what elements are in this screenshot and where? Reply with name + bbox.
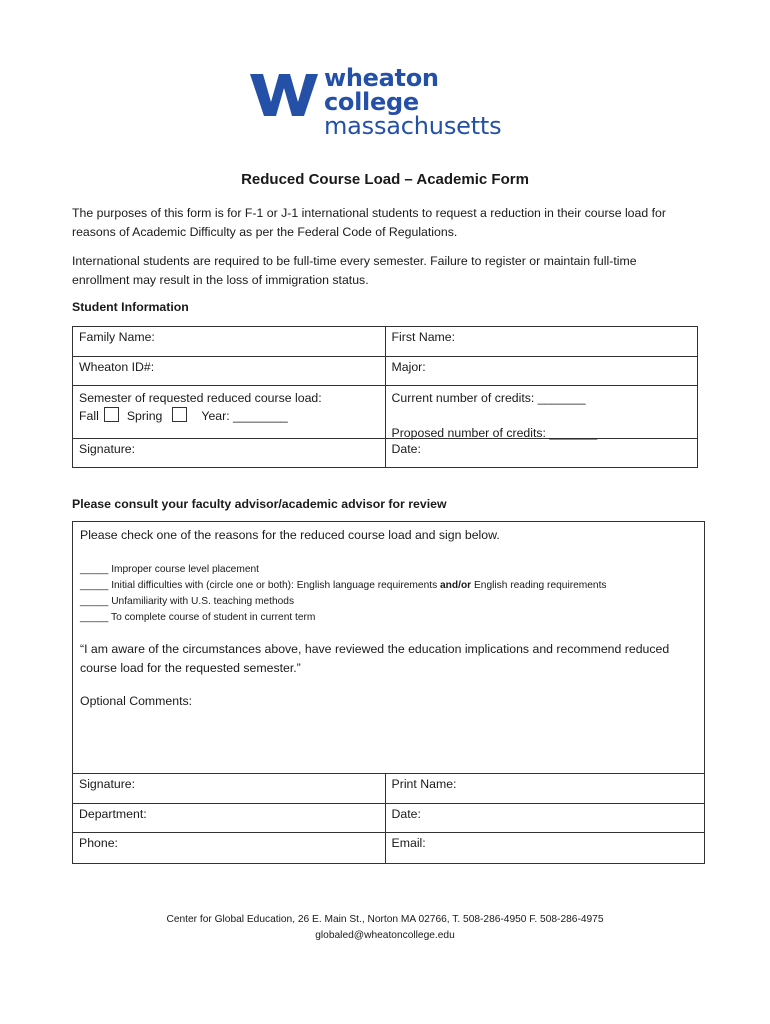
family-name-field[interactable] [73, 327, 386, 357]
year-field[interactable]: Year: ________ [201, 409, 288, 423]
advisor-review-box [72, 521, 705, 774]
family-name-label: Family Name: [79, 330, 155, 344]
student-date-label: Date: [391, 442, 421, 456]
intro-paragraph: The purposes of this form is for F-1 or J-1 international students to request a reduction in their course load for reasons of Academic Difficulty as per the Federal Code of Regulations. [72, 206, 666, 239]
print-name-field[interactable] [385, 774, 704, 804]
logo-wordmark [324, 66, 501, 138]
logo-line-2: college [324, 88, 419, 116]
department-field[interactable] [73, 804, 386, 833]
logo-line-3: massachusetts [324, 112, 502, 140]
footer-address: Center for Global Education, 26 E. Main St., Norton MA 02766, T. 508-286-4950 F. 508-286-4975 [166, 914, 604, 925]
email-field[interactable] [385, 833, 704, 864]
first-name-label: First Name: [391, 330, 456, 344]
major-label: Major: [391, 360, 426, 374]
major-field[interactable] [385, 357, 698, 386]
fall-checkbox[interactable] [104, 407, 119, 422]
advisor-lead-text: Please check one of the reasons for the reduced course load and sign below. [80, 528, 500, 542]
department-label: Department: [79, 807, 147, 821]
reason-item: _____ To complete course of student in current term [80, 612, 316, 623]
student-info-heading: Student Information [72, 300, 189, 314]
first-name-field[interactable] [385, 327, 698, 357]
reason-item: _____ Initial difficulties with (circle one or both): English language requirements and/or English reading requirements [80, 580, 607, 591]
phone-label: Phone: [79, 836, 118, 850]
spring-label: Spring [126, 409, 163, 423]
credits-field [385, 386, 698, 439]
advisor-signature-label: Signature: [79, 777, 136, 791]
student-info-table [72, 326, 698, 468]
logo-line-1: wheaton [324, 64, 439, 92]
notice-paragraph: International students are required to be full-time every semester. Failure to register or maintain full-time enrollment may result in the loss of immigration status. [72, 254, 637, 287]
fall-label: Fall [79, 409, 99, 423]
wheaton-id-field[interactable] [73, 357, 386, 386]
footer [0, 912, 770, 944]
advisor-statement: “I am aware of the circumstances above, have reviewed the education implications and recommend reduced course load for the requested semester.” [80, 642, 670, 675]
email-label: Email: [391, 836, 426, 850]
advisor-date-label: Date: [391, 807, 421, 821]
footer-email: globaled@wheatoncollege.edu [315, 930, 455, 941]
wheaton-id-label: Wheaton ID#: [79, 360, 155, 374]
optional-comments-label: Optional Comments: [80, 694, 193, 708]
spring-checkbox[interactable] [172, 407, 187, 422]
student-signature-field[interactable] [73, 439, 386, 468]
advisor-signature-field[interactable] [73, 774, 386, 804]
reason-blank[interactable]: _____ [80, 596, 109, 607]
student-signature-label: Signature: [79, 442, 136, 456]
reason-blank[interactable]: _____ [80, 564, 109, 575]
reasons-list [80, 562, 607, 626]
student-date-field[interactable] [385, 439, 698, 468]
semester-label: Semester of requested reduced course load: [79, 391, 322, 405]
reason-blank[interactable]: _____ [80, 612, 109, 623]
advisor-date-field[interactable] [385, 804, 704, 833]
wheaton-w-logo-icon [250, 72, 318, 116]
form-title: Reduced Course Load – Academic Form [241, 171, 529, 188]
wheaton-logo [250, 64, 540, 140]
reason-item: _____ Improper course level placement [80, 564, 259, 575]
current-credits-field[interactable]: Current number of credits: _______ [391, 391, 586, 405]
advisor-heading: Please consult your faculty advisor/academic advisor for review [72, 497, 447, 511]
reason-blank[interactable]: _____ [80, 580, 109, 591]
print-name-label: Print Name: [391, 777, 457, 791]
proposed-credits-field[interactable]: Proposed number of credits: _______ [391, 426, 598, 440]
semester-field [73, 386, 386, 439]
reason-item: _____ Unfamiliarity with U.S. teaching methods [80, 596, 295, 607]
advisor-info-table [72, 773, 705, 864]
phone-field[interactable] [73, 833, 386, 864]
